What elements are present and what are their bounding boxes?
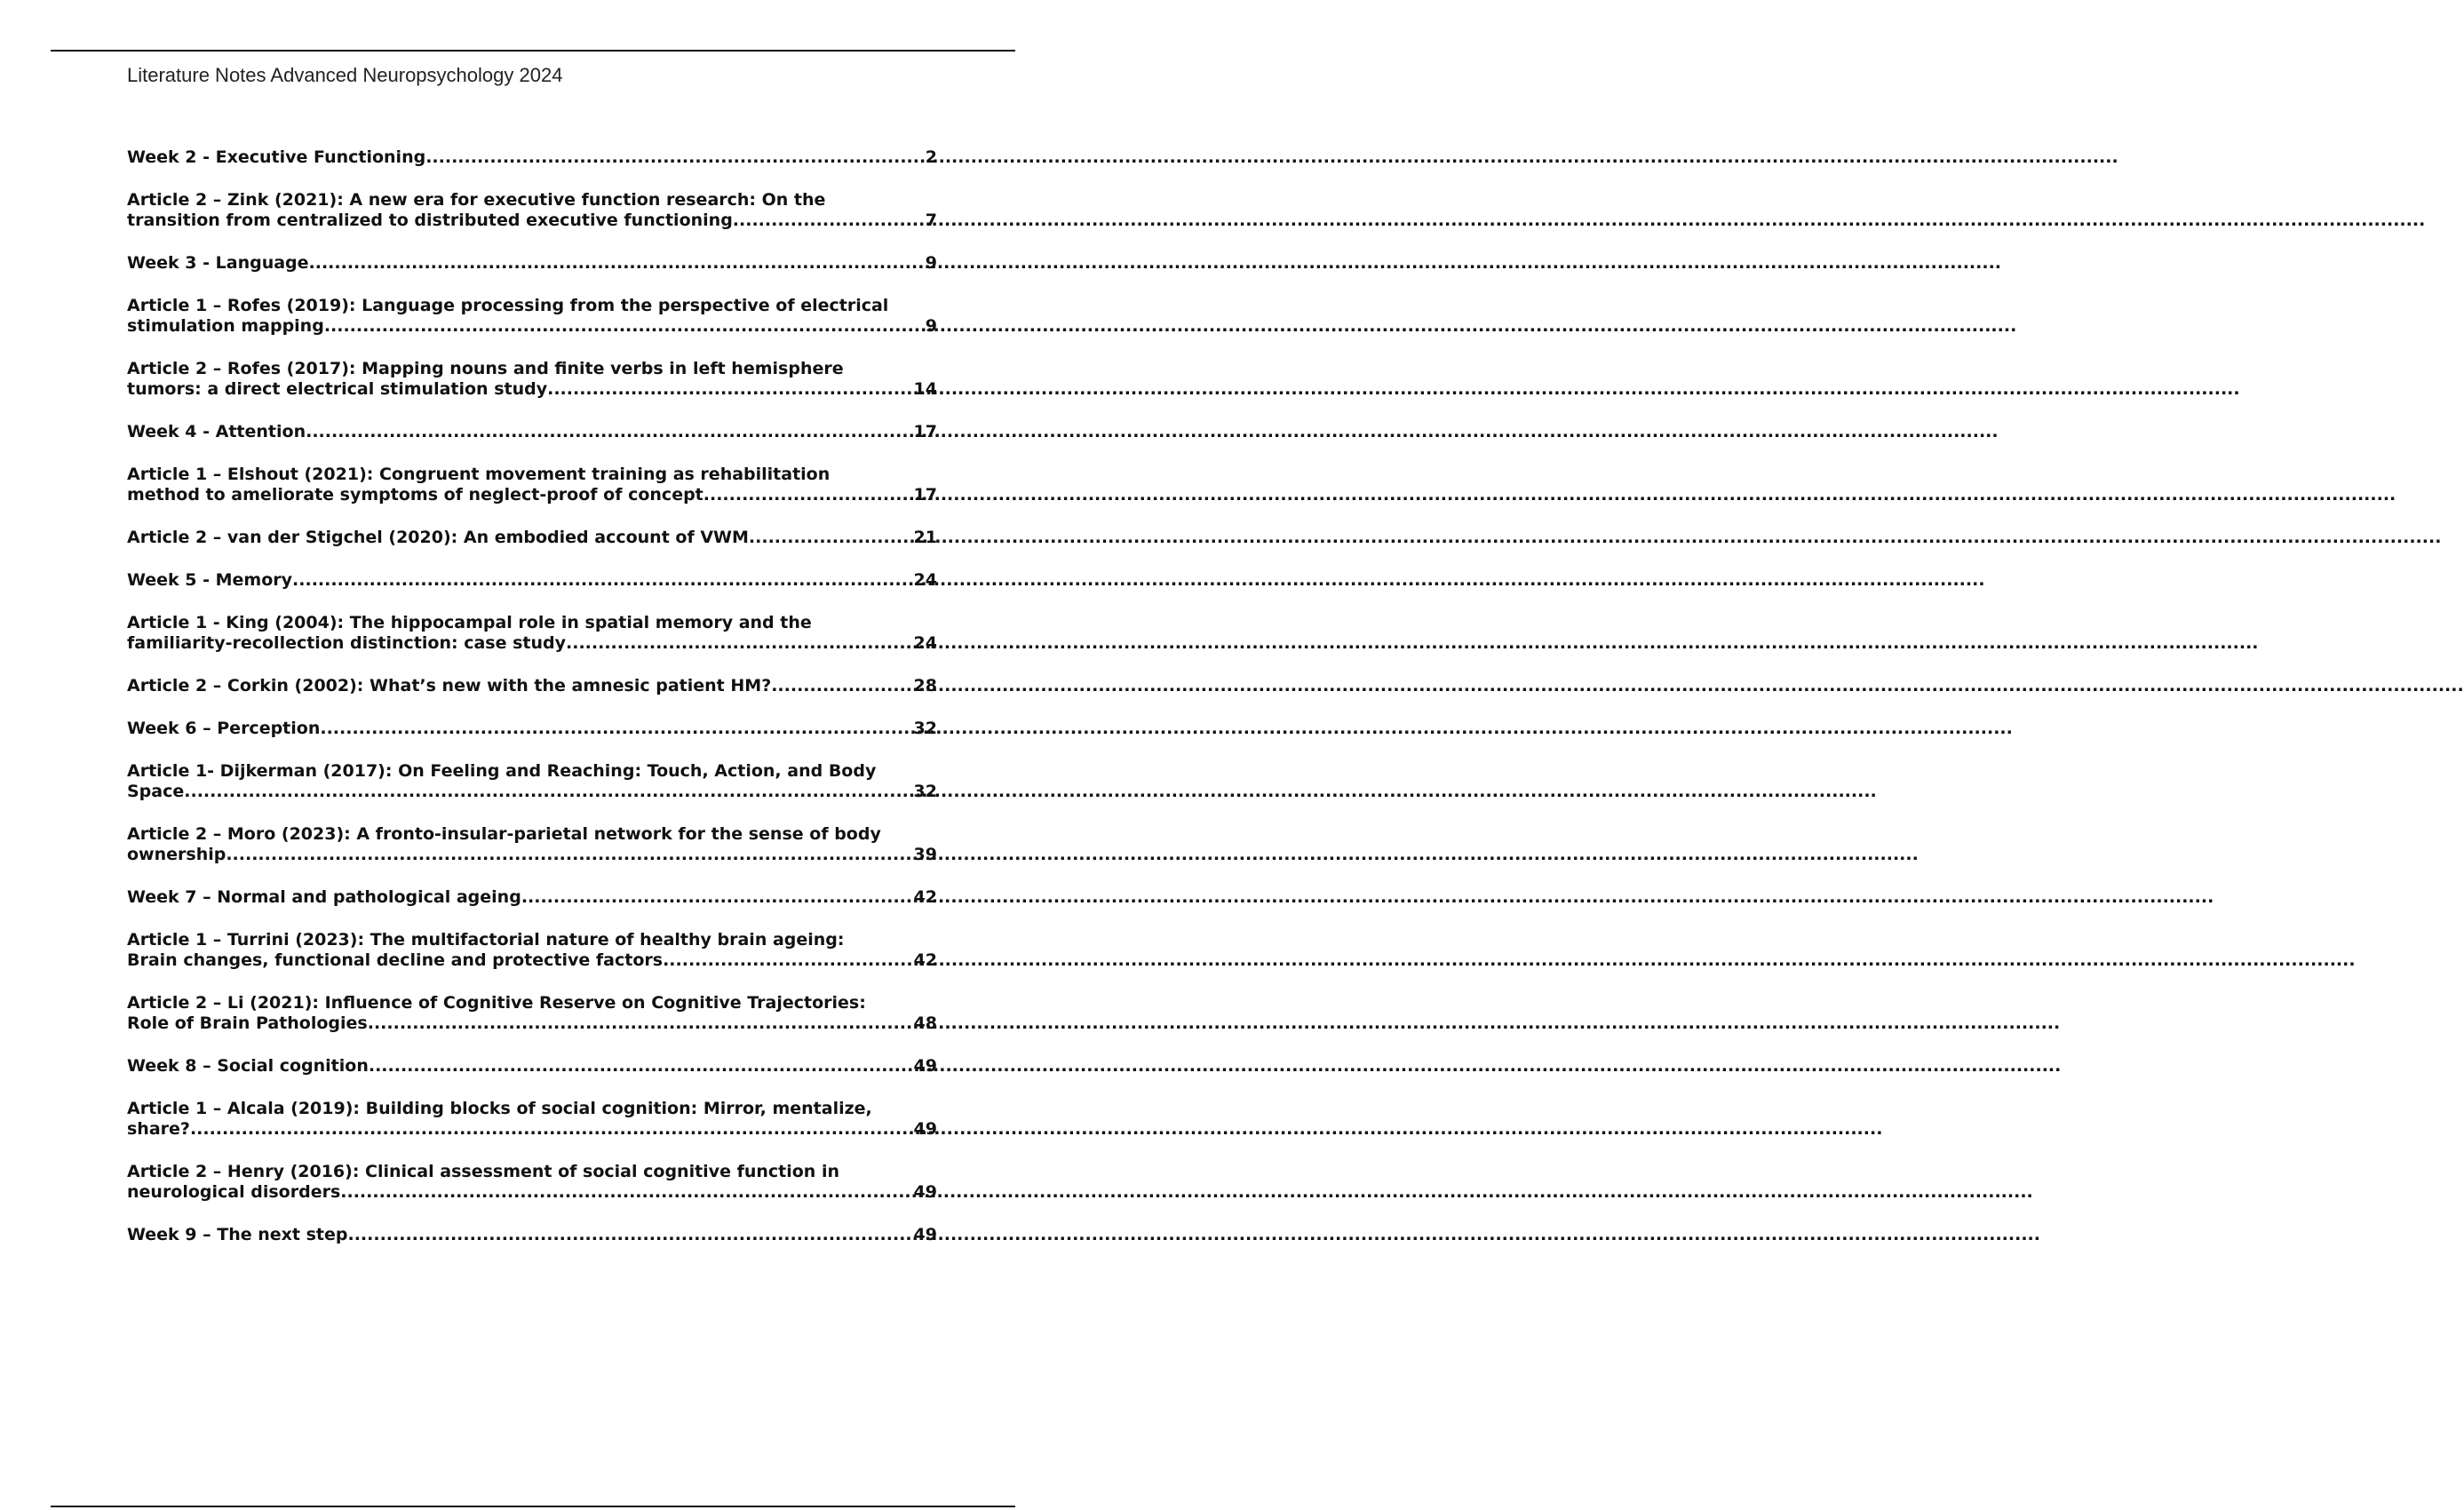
toc-entry-title-line: Week 9 – The next step <box>127 1225 348 1244</box>
document-header-title: Literature Notes Advanced Neuropsychology 2024 <box>127 64 563 86</box>
toc-entry-title-line: stimulation mapping <box>127 316 324 336</box>
toc-entry-title-line: Article 1 – Turrini (2023): The multifactorial nature of healthy brain ageing: <box>127 930 845 950</box>
toc-entry-row <box>127 1119 937 1140</box>
toc-entry-row <box>127 719 937 739</box>
toc-page-number: 24 <box>913 633 937 653</box>
toc-entry-row <box>127 845 937 865</box>
dot-leader <box>309 253 926 274</box>
dot-leader <box>347 1225 913 1245</box>
toc-page-number: 2 <box>925 147 937 167</box>
toc-entry[interactable] <box>127 190 937 231</box>
toc-entry[interactable] <box>127 528 937 548</box>
dot-leader <box>320 719 913 739</box>
toc-entry-row <box>127 676 937 696</box>
dot-leader <box>306 422 913 442</box>
toc-entry-title-line: Week 5 - Memory <box>127 570 293 590</box>
toc-entry-row <box>127 485 937 505</box>
toc-entry[interactable] <box>127 422 937 442</box>
toc-entry[interactable] <box>127 296 937 337</box>
toc-page-number: 9 <box>925 316 937 336</box>
toc-entry-title-line: Week 8 – Social cognition <box>127 1056 369 1076</box>
toc-entry-title-line: Article 2 – Li (2021): Influence of Cognitive Reserve on Cognitive Trajectories: <box>127 993 866 1013</box>
toc-entry-title-line: Week 3 - Language <box>127 253 309 273</box>
dot-leader <box>324 316 926 337</box>
toc-page-number: 21 <box>913 528 937 547</box>
toc-entry-title-line: transition from centralized to distributed executive functioning <box>127 211 733 230</box>
toc-entry-title-line: Role of Brain Pathologies <box>127 1013 368 1033</box>
toc-entry[interactable] <box>127 761 937 802</box>
dot-leader <box>566 633 914 654</box>
toc-entry-title-line: Article 1- Dijkerman (2017): On Feeling and Reaching: Touch, Action, and Body <box>127 761 877 781</box>
toc-entry-row <box>127 570 937 591</box>
toc-entry-title-line: Article 2 – van der Stigchel (2020): An embodied account of VWM <box>127 528 749 547</box>
toc-entry-row <box>127 1013 937 1034</box>
toc-page-number: 17 <box>913 485 937 505</box>
toc-page-number: 32 <box>913 782 937 801</box>
toc-page-number: 7 <box>925 211 937 230</box>
toc-entry-row <box>127 782 937 802</box>
toc-entry-row <box>127 316 937 337</box>
toc-entry[interactable] <box>127 1225 937 1245</box>
toc-entry[interactable] <box>127 993 937 1034</box>
toc-entry-title-line: familiarity-recollection distinction: case study <box>127 633 567 653</box>
toc-entry[interactable] <box>127 147 937 168</box>
dot-leader <box>733 211 926 231</box>
toc-entry[interactable] <box>127 465 937 505</box>
toc-entry[interactable] <box>127 676 937 696</box>
toc-page-number: 32 <box>913 719 937 738</box>
toc-entry-title-line: Brain changes, functional decline and protective factors <box>127 950 664 970</box>
dot-leader <box>184 782 913 802</box>
toc-entry-title-line: Week 4 - Attention <box>127 422 306 441</box>
header-rule <box>51 50 1015 52</box>
toc-entry-row <box>127 887 937 908</box>
toc-entry-row <box>127 1182 937 1203</box>
toc-entry-title-line: Article 2 – Zink (2021): A new era for executive function research: On the <box>127 190 826 210</box>
table-of-contents <box>127 147 937 1268</box>
dot-leader <box>190 1119 914 1140</box>
toc-entry-row <box>127 950 937 971</box>
footer-rule <box>51 1506 1015 1507</box>
toc-entry-title-line: Article 1 – Rofes (2019): Language processing from the perspective of electrical <box>127 296 889 315</box>
toc-entry-title-line: Article 2 – Corkin (2002): What’s new with the amnesic patient HM? <box>127 676 772 695</box>
toc-entry-title-line: Article 1 - King (2004): The hippocampal role in spatial memory and the <box>127 613 812 632</box>
toc-page-number: 49 <box>913 1225 937 1244</box>
toc-entry-row <box>127 1056 937 1077</box>
toc-entry-title-line: ownership <box>127 845 227 864</box>
toc-entry-title-line: share? <box>127 1119 190 1139</box>
toc-entry[interactable] <box>127 570 937 591</box>
toc-entry[interactable] <box>127 824 937 865</box>
toc-entry-title-line: method to ameliorate symptoms of neglect-proof of concept <box>127 485 703 505</box>
toc-entry[interactable] <box>127 253 937 274</box>
toc-entry-row <box>127 422 937 442</box>
dot-leader <box>703 485 914 505</box>
toc-entry-row <box>127 1225 937 1245</box>
dot-leader <box>663 950 913 971</box>
dot-leader <box>226 845 913 865</box>
toc-entry-title-line: Article 1 – Elshout (2021): Congruent movement training as rehabilitation <box>127 465 831 484</box>
toc-entry[interactable] <box>127 1162 937 1203</box>
dot-leader <box>749 528 914 548</box>
toc-entry[interactable] <box>127 930 937 971</box>
toc-page-number: 14 <box>913 379 937 399</box>
dot-leader <box>771 676 913 696</box>
dot-leader <box>368 1013 914 1034</box>
toc-entry-title-line: Space <box>127 782 185 801</box>
toc-entry-title-line: Week 2 - Executive Functioning <box>127 147 426 167</box>
toc-page-number: 49 <box>913 1056 937 1076</box>
toc-page-number: 9 <box>925 253 937 273</box>
toc-entry[interactable] <box>127 613 937 654</box>
toc-entry-row <box>127 379 937 400</box>
toc-entry[interactable] <box>127 887 937 908</box>
toc-entry[interactable] <box>127 1056 937 1077</box>
toc-page-number: 42 <box>913 950 937 970</box>
toc-entry[interactable] <box>127 359 937 400</box>
dot-leader <box>292 570 914 591</box>
dot-leader <box>340 1182 913 1203</box>
toc-entry-row <box>127 211 937 231</box>
toc-entry-title-line: Article 1 – Alcala (2019): Building blocks of social cognition: Mirror, mentalize, <box>127 1099 872 1118</box>
toc-entry-row <box>127 528 937 548</box>
toc-page-number: 49 <box>913 1119 937 1139</box>
toc-entry-title-line: Article 2 – Henry (2016): Clinical assessment of social cognitive function in <box>127 1162 839 1181</box>
toc-page-number: 17 <box>913 422 937 441</box>
dot-leader <box>425 147 926 168</box>
toc-entry-title-line: neurological disorders <box>127 1182 341 1202</box>
toc-entry[interactable] <box>127 719 937 739</box>
dot-leader <box>521 887 914 908</box>
toc-entry[interactable] <box>127 1099 937 1140</box>
toc-page-number: 28 <box>913 676 937 695</box>
toc-entry-title-line: Article 2 – Moro (2023): A fronto-insular-parietal network for the sense of body <box>127 824 881 844</box>
toc-entry-title-line: Week 6 – Perception <box>127 719 321 738</box>
dot-leader <box>547 379 913 400</box>
dot-leader <box>369 1056 914 1077</box>
toc-page-number: 24 <box>913 570 937 590</box>
toc-page-number: 49 <box>913 1182 937 1202</box>
toc-page-number: 42 <box>913 887 937 907</box>
toc-entry-row <box>127 633 937 654</box>
toc-page-number: 48 <box>913 1013 937 1033</box>
toc-page-number: 39 <box>913 845 937 864</box>
toc-entry-row <box>127 147 937 168</box>
toc-entry-row <box>127 253 937 274</box>
toc-entry-title-line: Article 2 – Rofes (2017): Mapping nouns and finite verbs in left hemisphere <box>127 359 844 378</box>
toc-entry-title-line: Week 7 – Normal and pathological ageing <box>127 887 521 907</box>
toc-entry-title-line: tumors: a direct electrical stimulation study <box>127 379 548 399</box>
